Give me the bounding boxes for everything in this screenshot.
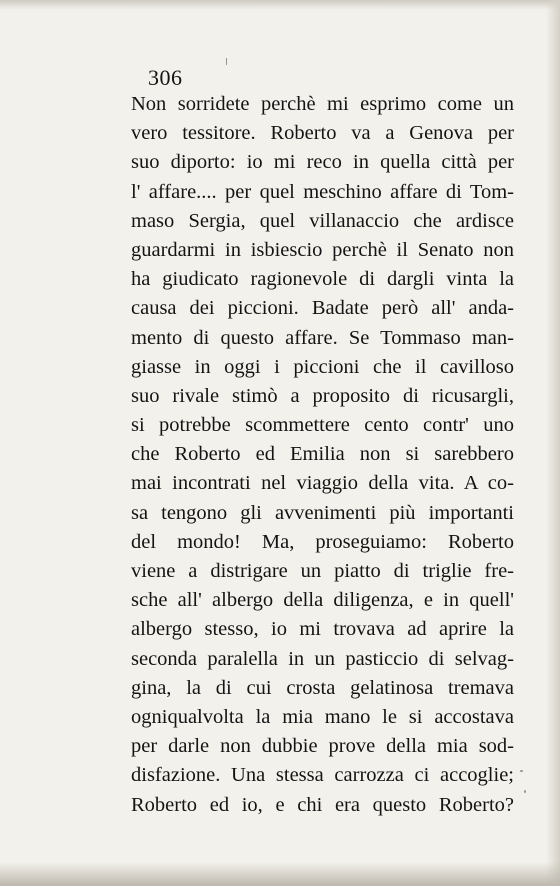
page-edge-shadow-top [0,0,560,10]
text-line: suo diporto: io mi reco in quella città per [131,151,514,174]
text-line: Roberto ed io, e chi era questo Roberto? [131,793,514,816]
speck [226,58,227,65]
text-line: mento di questo affare. Se Tommaso man- [131,326,514,349]
text-line: vero tessitore. Roberto va a Genova per [131,122,514,145]
text-line: per darle non dubbie prove della mia sod- [131,735,514,758]
text-line: ogniqualvolta la mia mano le si accostava [131,705,514,728]
speck [520,770,523,772]
page-edge-shadow-bottom [0,862,560,886]
text-line: suo rivale stimò a proposito di ricusargli, [131,384,514,407]
text-line: guardarmi in isbiescio perchè il Senato non [131,238,514,261]
body-text [131,90,514,820]
page-edge-shadow-right [546,0,560,886]
speck [524,790,526,793]
text-line: l' affare.... per quel meschino affare di Tom- [131,180,514,203]
text-line: maso Sergia, quel villanaccio che ardisce [131,209,514,232]
text-line: viene a distrigare un piatto di triglie fre- [131,560,514,582]
page-number: 306 [148,65,183,90]
text-line: sa tengono gli avvenimenti più importanti [131,501,514,524]
text-line: Non sorridete perchè mi esprimo come un [131,93,514,115]
text-line: disfazione. Una stessa carrozza ci accoglie; [131,764,514,787]
text-line: che Roberto ed Emilia non si sarebbero [131,443,514,466]
text-line: seconda paralella in un pasticcio di selvag- [131,647,514,670]
text-line: causa dei piccioni. Badate però all' anda- [131,297,514,320]
text-line: sche all' albergo della diligenza, e in quell' [131,589,514,612]
text-line: del mondo! Ma, proseguiamo: Roberto [131,530,514,553]
text-line: si potrebbe scommettere cento contr' uno [131,414,514,437]
text-line: mai incontrati nel viaggio della vita. A co- [131,472,514,495]
text-line: gina, la di cui crosta gelatinosa tremava [131,676,514,699]
text-line: albergo stesso, io mi trovava ad aprire la [131,618,514,641]
text-line: giasse in oggi i piccioni che il cavilloso [131,355,514,378]
text-line: ha giudicato ragionevole di dargli vinta la [131,268,514,291]
